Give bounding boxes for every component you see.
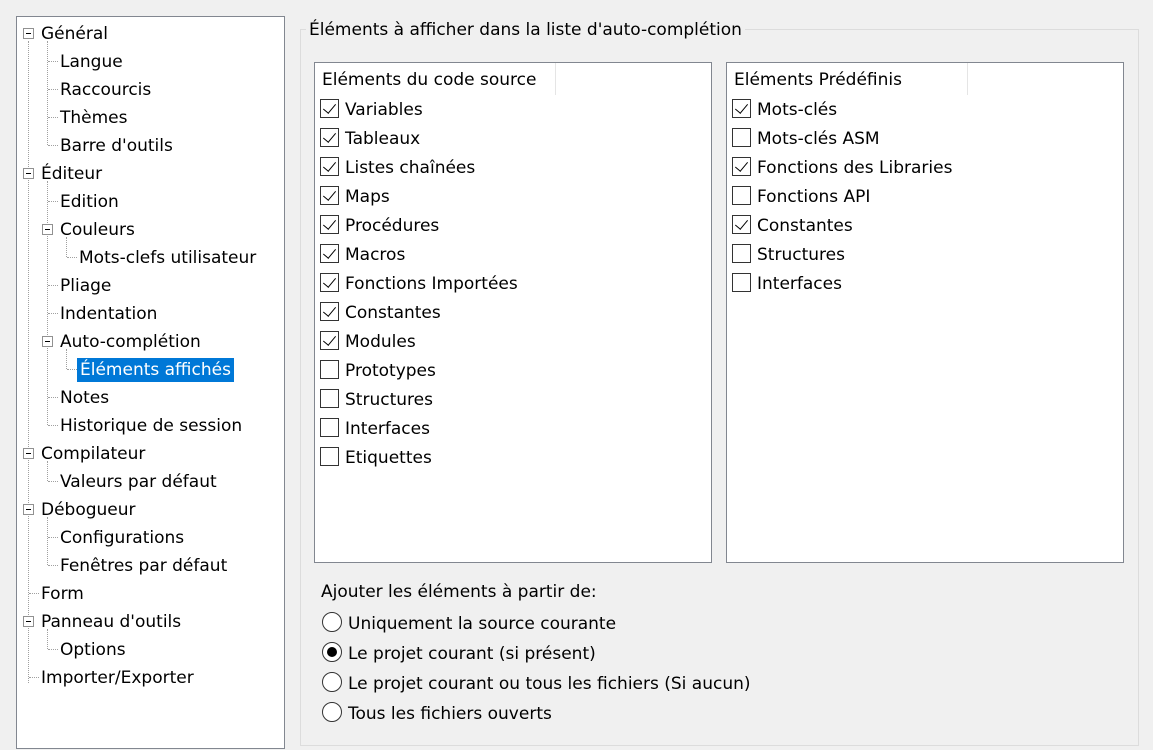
- tree-line: [47, 41, 48, 145]
- checkbox[interactable]: [320, 215, 339, 234]
- checkbox[interactable]: [320, 128, 339, 147]
- radio-button[interactable]: [322, 702, 342, 722]
- checkbox[interactable]: [320, 389, 339, 408]
- tree-item-compilateur[interactable]: Compilateur: [41, 444, 146, 464]
- tree-item-pliage[interactable]: Pliage: [60, 276, 112, 296]
- tree-item-panneau-outils[interactable]: Panneau d'outils: [41, 612, 182, 632]
- checkbox[interactable]: [320, 302, 339, 321]
- tree-line: [67, 257, 77, 258]
- tree-item-elements-affiches[interactable]: [77, 356, 234, 384]
- list-item[interactable]: Mots-clés ASM: [732, 125, 880, 154]
- tree-item-configurations[interactable]: Configurations: [60, 528, 185, 548]
- group-title: Éléments à afficher dans la liste d'auto-complétion: [306, 18, 745, 42]
- tree-item-mots-clefs-utilisateur[interactable]: Mots-clefs utilisateur: [79, 248, 257, 268]
- checkbox[interactable]: [320, 418, 339, 437]
- tree-line: [47, 181, 48, 425]
- tree-item-options[interactable]: Options: [60, 640, 126, 660]
- radio-button[interactable]: [322, 612, 342, 632]
- list-item[interactable]: Constantes: [320, 299, 441, 328]
- source-list-header[interactable]: Eléments du code source: [315, 63, 556, 95]
- list-item[interactable]: Maps: [320, 183, 390, 212]
- tree-item-importer-exporter[interactable]: Importer/Exporter: [41, 668, 194, 688]
- tree-line: [48, 285, 58, 286]
- checkbox[interactable]: [732, 99, 751, 118]
- collapse-icon[interactable]: [23, 28, 34, 39]
- checkbox[interactable]: [320, 331, 339, 350]
- tree-line: [28, 41, 29, 683]
- tree-item-themes[interactable]: Thèmes: [60, 108, 128, 128]
- collapse-icon[interactable]: [23, 616, 34, 627]
- checkbox[interactable]: [732, 186, 751, 205]
- checkbox[interactable]: [320, 157, 339, 176]
- add-from-label: Ajouter les éléments à partir de:: [321, 582, 597, 602]
- collapse-icon[interactable]: [42, 336, 53, 347]
- radio-option[interactable]: Le projet courant (si présent): [322, 639, 596, 669]
- tree-line: [48, 481, 58, 482]
- tree-item-notes[interactable]: Notes: [60, 388, 110, 408]
- list-item[interactable]: Interfaces: [732, 270, 842, 299]
- list-item[interactable]: Etiquettes: [320, 444, 432, 473]
- tree-line: [48, 649, 58, 650]
- tree-line: [48, 565, 58, 566]
- source-elements-list[interactable]: [314, 62, 712, 563]
- tree-line: [48, 425, 58, 426]
- tree-item-historique-session[interactable]: Historique de session: [60, 416, 243, 436]
- tree-line: [48, 537, 58, 538]
- radio-button[interactable]: [322, 672, 342, 692]
- list-item[interactable]: Variables: [320, 96, 423, 125]
- list-item[interactable]: Prototypes: [320, 357, 436, 386]
- checkbox[interactable]: [320, 186, 339, 205]
- tree-line: [48, 89, 58, 90]
- list-item[interactable]: Interfaces: [320, 415, 430, 444]
- tree-item-editeur[interactable]: Éditeur: [41, 164, 103, 184]
- tree-item-fenetres-defaut[interactable]: Fenêtres par défaut: [60, 556, 228, 576]
- predefined-elements-list[interactable]: [726, 62, 1124, 563]
- checkbox[interactable]: [320, 360, 339, 379]
- collapse-icon[interactable]: [42, 224, 53, 235]
- tree-line: [48, 117, 58, 118]
- radio-option[interactable]: Uniquement la source courante: [322, 609, 616, 639]
- list-item[interactable]: Fonctions Importées: [320, 270, 518, 299]
- tree-item-auto-completion[interactable]: Auto-complétion: [60, 332, 201, 352]
- tree-line: [29, 593, 39, 594]
- checkbox[interactable]: [320, 447, 339, 466]
- tree-item-debogueur[interactable]: Débogueur: [41, 500, 136, 520]
- collapse-icon[interactable]: [23, 168, 34, 179]
- list-item[interactable]: Procédures: [320, 212, 439, 241]
- checkbox[interactable]: [320, 99, 339, 118]
- tree-line: [48, 201, 58, 202]
- list-item[interactable]: Constantes: [732, 212, 853, 241]
- tree-line: [48, 61, 58, 62]
- list-item[interactable]: Tableaux: [320, 125, 420, 154]
- tree-item-raccourcis[interactable]: Raccourcis: [60, 80, 152, 100]
- list-item[interactable]: Listes chaînées: [320, 154, 475, 183]
- settings-tree[interactable]: [16, 16, 285, 749]
- checkbox[interactable]: [732, 157, 751, 176]
- radio-button[interactable]: [322, 642, 342, 662]
- tree-item-general[interactable]: Général: [41, 24, 108, 44]
- checkbox[interactable]: [732, 244, 751, 263]
- list-item[interactable]: Structures: [320, 386, 433, 415]
- list-item[interactable]: Fonctions des Libraries: [732, 154, 952, 183]
- tree-item-valeurs-defaut[interactable]: Valeurs par défaut: [60, 472, 217, 492]
- checkbox[interactable]: [732, 215, 751, 234]
- tree-item-indentation[interactable]: Indentation: [60, 304, 158, 324]
- radio-option[interactable]: Tous les fichiers ouverts: [322, 699, 552, 729]
- list-item[interactable]: Macros: [320, 241, 405, 270]
- tree-item-edition[interactable]: Edition: [60, 192, 119, 212]
- selected-item-label: Éléments affichés: [77, 358, 234, 382]
- list-item[interactable]: Mots-clés: [732, 96, 837, 125]
- tree-line: [48, 313, 58, 314]
- predefined-list-header[interactable]: Eléments Prédéfinis: [727, 63, 968, 95]
- tree-item-form[interactable]: Form: [41, 584, 84, 604]
- tree-line: [47, 517, 48, 565]
- list-item[interactable]: Modules: [320, 328, 416, 357]
- tree-line: [48, 145, 58, 146]
- checkbox[interactable]: [320, 244, 339, 263]
- collapse-icon[interactable]: [23, 448, 34, 459]
- list-item[interactable]: Structures: [732, 241, 845, 270]
- list-item[interactable]: Fonctions API: [732, 183, 870, 212]
- radio-option[interactable]: Le projet courant ou tous les fichiers (Si aucun): [322, 669, 751, 699]
- tree-line: [29, 677, 39, 678]
- tree-item-langue[interactable]: Langue: [60, 52, 123, 72]
- checkbox[interactable]: [732, 273, 751, 292]
- checkbox[interactable]: [320, 273, 339, 292]
- tree-item-barre-outils[interactable]: Barre d'outils: [60, 136, 173, 156]
- tree-line: [67, 369, 77, 370]
- collapse-icon[interactable]: [23, 504, 34, 515]
- checkbox[interactable]: [732, 128, 751, 147]
- tree-line: [48, 397, 58, 398]
- tree-item-couleurs[interactable]: Couleurs: [60, 220, 135, 240]
